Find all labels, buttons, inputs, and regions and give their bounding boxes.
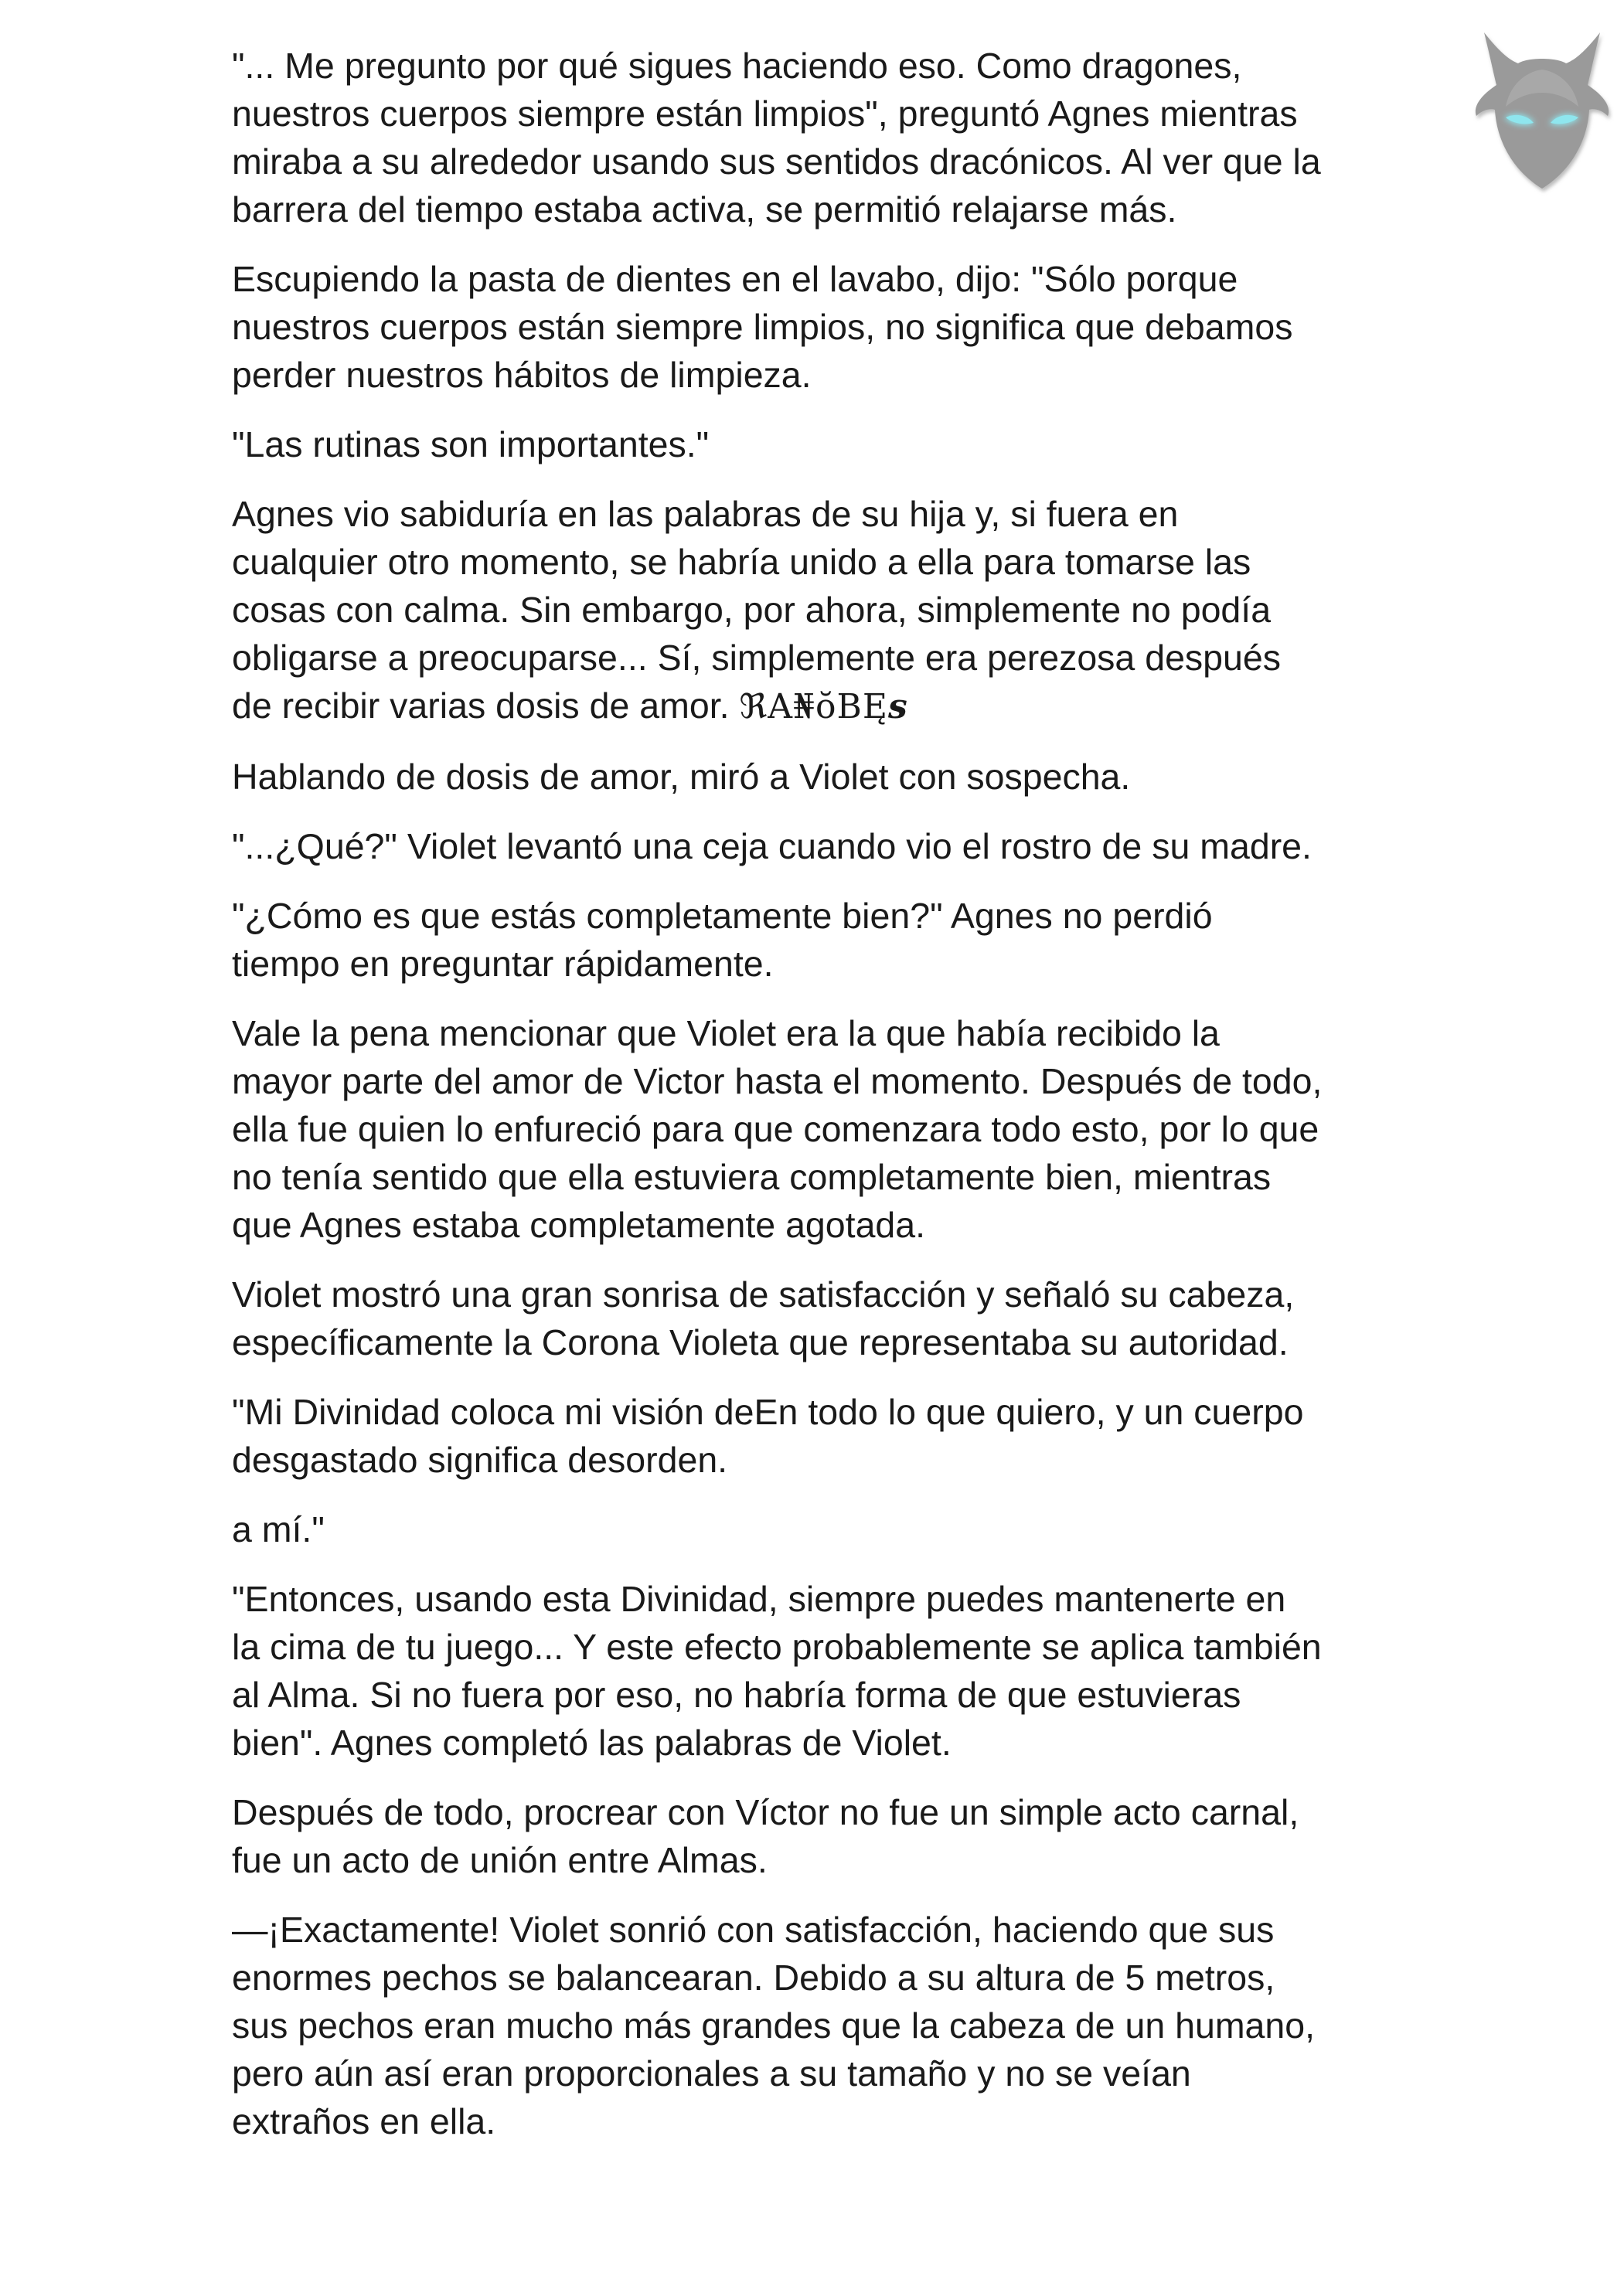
paragraph-11: a mí." [232,1509,325,1549]
paragraph-12: "Entonces, usando esta Divinidad, siempre puedes mantenerte en la cima de tu juego... Y este efecto probablemente se aplica también al Alma. Si no fuera por eso, no habría forma de que estuvieras bien". Agnes completó las palabras de Violet. [232,1579,1322,1763]
paragraph-3: "Las rutinas son importantes." [232,424,710,464]
paragraph-4-text: Agnes vio sabiduría en las palabras de su hija y, si fuera en cualquier otro momento, se habría unido a ella para tomarse las cosas con calma. Sin embargo, por ahora, simplemente no podía obligarse a preocuparse... Sí, simplemente era perezosa después de recibir varias dosis de amor. [232,494,1282,726]
watermark-main: ℜA₦ŏBĘ [739,687,888,726]
paragraph-5: Hablando de dosis de amor, miró a Violet con sospecha. [232,757,1131,797]
paragraph-8: Vale la pena mencionar que Violet era la que había recibido la mayor parte del amor de Victor hasta el momento. Después de todo, ella fue quien lo enfureció para que comenzara todo esto, por lo que no tenía sentido que ella estuviera completamente bien, mientras que Agnes estaba completamente agotada. [232,1013,1323,1245]
paragraph-4 [232,490,1407,731]
paragraph-7: "¿Cómo es que estás completamente bien?" Agnes no perdió tiempo en preguntar rápidamente. [232,896,1213,984]
demon-head-shape [1476,32,1610,192]
paragraph-6: "...¿Qué?" Violet levantó una ceja cuando vio el rostro de su madre. [232,826,1312,866]
paragraph-1: "... Me pregunto por qué sigues haciendo eso. Como dragones, nuestros cuerpos siempre están limpios", preguntó Agnes mientras miraba a su alrededor usando sus sentidos dracónicos. Al ver que la barrera del tiempo estaba activa, se permitió relajarse más. [232,46,1321,230]
paragraph-13: Después de todo, procrear con Víctor no fue un simple acto carnal, fue un acto de unión entre Almas. [232,1792,1299,1880]
paragraph-10: "Mi Divinidad coloca mi visión deEn todo lo que quiero, y un cuerpo desgastado significa desorden. [232,1392,1304,1480]
demon-head-icon [1470,23,1614,196]
paragraph-9: Violet mostró una gran sonrisa de satisfacción y señaló su cabeza, específicamente la Corona Violeta que representaba su autoridad. [232,1274,1295,1362]
watermark-text [739,687,907,726]
paragraph-2: Escupiendo la pasta de dientes en el lavabo, dijo: "Sólo porque nuestros cuerpos están siempre limpios, no significa que debamos perder nuestros hábitos de limpieza. [232,259,1293,395]
paragraph-14: —¡Exactamente! Violet sonrió con satisfacción, haciendo que sus enormes pechos se balancearan. Debido a su altura de 5 metros, sus pechos eran mucho más grandes que la cabeza de un humano, pero aún así eran proporcionales a su tamaño y no se veían extraños en ella. [232,1910,1316,2141]
document-body [232,42,1407,2167]
watermark-suffix: s [887,687,908,726]
